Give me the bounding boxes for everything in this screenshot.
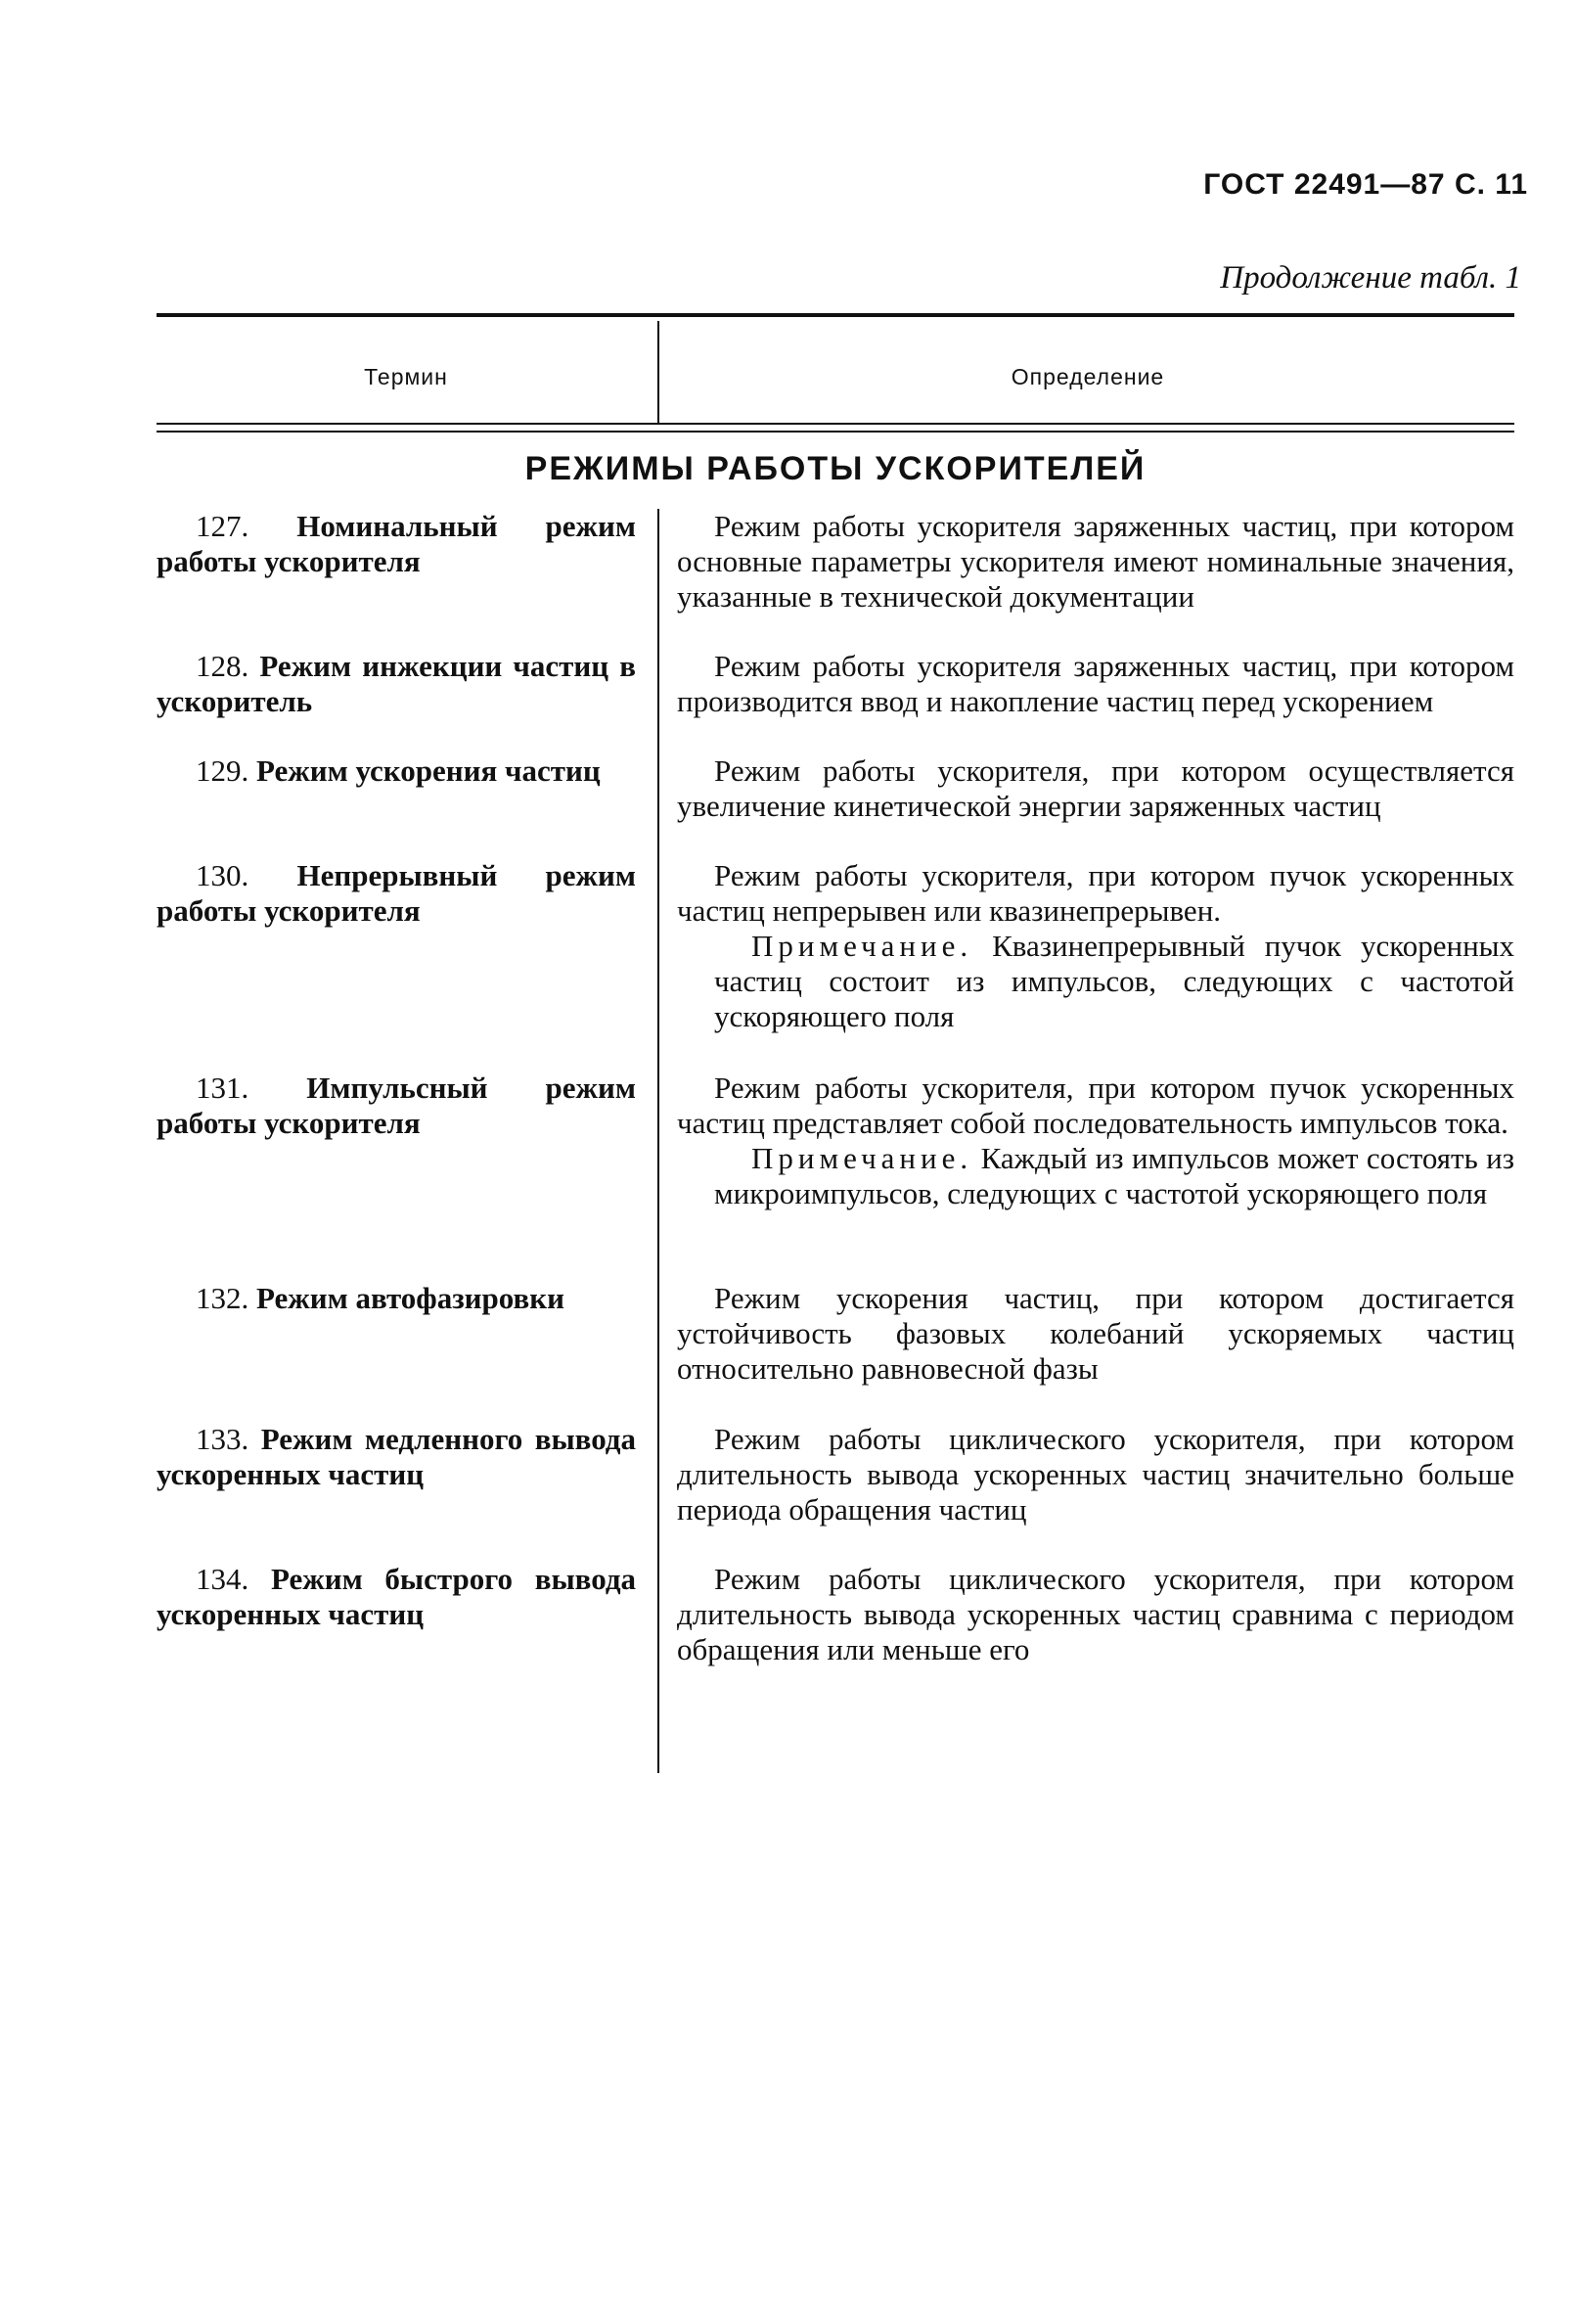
term-cell [157,509,655,649]
definition-cell: Режим ускорения частиц, при котором достигается устойчивость фазовых колебаний ускоряемых частиц относительно равновесной фазы [677,1281,1514,1386]
term-cell [157,1562,655,1709]
column-header-definition: Определение [1011,364,1165,389]
definition-note [714,929,1514,1034]
table-row [157,1071,1514,1281]
term-number: 128. [196,649,249,683]
term-name: Режим инжекции частиц в ускоритель [157,649,637,718]
document-reference: ГОСТ 22491—87 С. 11 [1203,168,1528,201]
definition-cell: Режим работы циклического ускорителя, при котором длительность вывода ускоренных частиц значительно больше периода обращения частиц [677,1422,1514,1527]
term-cell [157,753,655,858]
term-number: 129. [196,753,249,788]
note-text: Квазинепрерывный пучок ускоренных частиц состоит из импульсов, следующих с частотой ускоряющего поля [714,929,1514,1033]
table-row [157,753,1514,858]
term-name: Режим ускорения частиц [256,753,601,788]
term-cell [157,1281,655,1422]
term-number: 131. [196,1071,249,1105]
definition-cell: Режим работы ускорителя заряженных частиц, при котором основные параметры ускорителя имеют номинальные значения, указанные в технической документации [677,509,1514,614]
term-name: Режим медленного вывода ускоренных частиц [157,1422,636,1491]
term-cell [157,649,655,753]
table-row [157,858,1514,1071]
term-number: 127. [196,509,249,543]
note-text: Каждый из импульсов может состоять из микроимпульсов, следующих с частотой ускоряющего поля [714,1141,1514,1210]
term-name: Режим автофазировки [256,1281,564,1315]
table-row [157,509,1514,649]
definition-cell: Режим работы циклического ускорителя, при котором длительность вывода ускоренных частиц сравнима с периодом обращения или меньше его [677,1562,1514,1666]
header-double-rule-bottom [157,431,1514,433]
note-label: Примечание. [751,1141,973,1175]
table-top-rule [157,313,1514,317]
term-name: Режим быстрого вывода ускоренных частиц [157,1562,637,1631]
terms-table-body [157,509,1514,1709]
term-name: Непрерывный режим работы ускорителя [157,858,636,928]
header-column-divider [657,321,659,423]
note-label: Примечание. [751,929,973,963]
term-number: 134. [196,1562,249,1596]
definition-text: Режим работы ускорителя, при котором пучок ускоренных частиц представляет собой последовательность импульсов тока. [677,1071,1514,1140]
term-cell [157,1422,655,1562]
definition-cell: Режим работы ускорителя, при котором осуществляется увеличение кинетической энергии заряженных частиц [677,753,1514,823]
definition-note [714,1141,1514,1211]
term-number: 130. [196,858,249,892]
term-number: 133. [196,1422,249,1456]
term-name: Номинальный режим работы ускорителя [157,509,636,578]
term-cell [157,1071,655,1281]
table-continuation-label: Продолжение табл. 1 [1220,260,1521,296]
section-title: РЕЖИМЫ РАБОТЫ УСКОРИТЕЛЕЙ [524,450,1147,487]
definition-cell [677,1071,1514,1281]
table-row [157,1422,1514,1562]
definition-cell [677,858,1514,1071]
header-double-rule-top [157,423,1514,425]
column-header-term: Термин [364,364,448,389]
definition-cell: Режим работы ускорителя заряженных частиц, при котором производится ввод и накопление частиц перед ускорением [677,649,1514,718]
term-number: 132. [196,1281,249,1315]
term-cell [157,858,655,1071]
definition-text: Режим работы ускорителя, при котором пучок ускоренных частиц непрерывен или квазинепрерывен. [677,858,1514,928]
table-row [157,1281,1514,1422]
table-row [157,649,1514,753]
table-row [157,1562,1514,1709]
term-name: Импульсный режим работы ускорителя [157,1071,636,1140]
